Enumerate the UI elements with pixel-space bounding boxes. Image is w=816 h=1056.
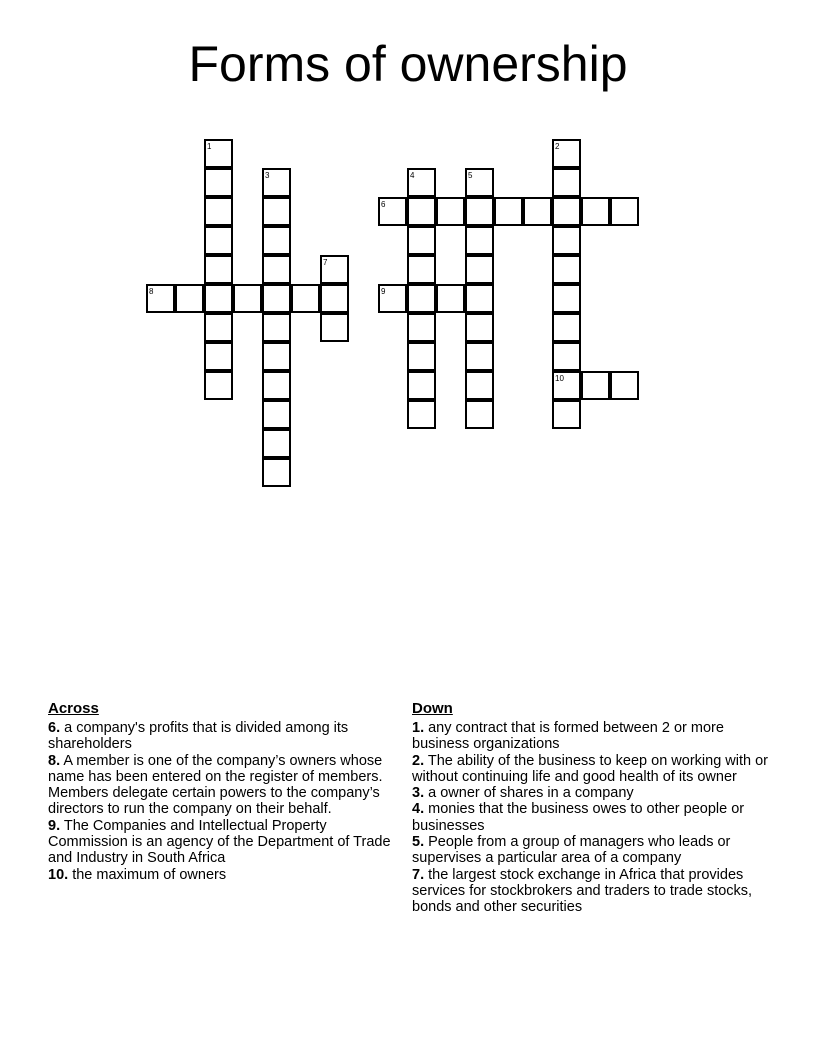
clue-number: 5. xyxy=(412,834,425,851)
grid-cell[interactable] xyxy=(407,168,436,197)
clue-number: 6 xyxy=(381,200,386,209)
grid-cell[interactable] xyxy=(262,168,291,197)
across-heading: Across xyxy=(48,700,99,717)
clue-text: a owner of shares in a company xyxy=(424,785,634,802)
grid-cell[interactable] xyxy=(407,284,436,313)
grid-cell[interactable] xyxy=(552,168,581,197)
grid-cell[interactable] xyxy=(262,458,291,487)
grid-cell[interactable] xyxy=(407,371,436,400)
grid-cell[interactable] xyxy=(552,313,581,342)
grid-cell[interactable] xyxy=(204,313,233,342)
clue-text: the largest stock exchange in Africa that provides services for stockbrokers and traders to trade stocks, bonds and other securities xyxy=(412,866,753,916)
grid-cell[interactable] xyxy=(552,226,581,255)
across-clues xyxy=(48,700,403,883)
down-clue xyxy=(412,720,772,753)
grid-cell[interactable] xyxy=(320,255,349,284)
grid-cell[interactable] xyxy=(262,197,291,226)
grid-cell[interactable] xyxy=(262,284,291,313)
down-clue xyxy=(412,801,772,834)
grid-cell[interactable] xyxy=(262,226,291,255)
page-title: Forms of ownership xyxy=(188,36,628,92)
grid-cell[interactable] xyxy=(175,284,204,313)
down-clue xyxy=(412,753,772,786)
grid-cell[interactable] xyxy=(465,342,494,371)
grid-cell[interactable] xyxy=(436,284,465,313)
grid-cell[interactable] xyxy=(407,313,436,342)
clue-text: The Companies and Intellectual Property Commission is an agency of the Department of Trade and Industry in South Africa xyxy=(48,817,391,867)
clue-number: 1 xyxy=(207,142,212,151)
grid-cell[interactable] xyxy=(610,371,639,400)
grid-cell[interactable] xyxy=(204,255,233,284)
grid-cell[interactable] xyxy=(204,139,233,168)
clue-number: 3. xyxy=(412,785,425,802)
grid-cell[interactable] xyxy=(262,429,291,458)
grid-cell[interactable] xyxy=(233,284,262,313)
grid-cell[interactable] xyxy=(552,400,581,429)
grid-cell[interactable] xyxy=(552,139,581,168)
grid-cell[interactable] xyxy=(204,226,233,255)
down-clue xyxy=(412,834,772,867)
across-clue xyxy=(48,753,403,818)
grid-cell[interactable] xyxy=(320,313,349,342)
clue-number: 9. xyxy=(48,817,61,834)
clue-number: 1. xyxy=(412,720,425,736)
grid-cell[interactable] xyxy=(262,342,291,371)
grid-cell[interactable] xyxy=(407,255,436,284)
clue-number: 9 xyxy=(381,287,386,296)
clue-text: any contract that is formed between 2 or more business organizations xyxy=(412,720,724,753)
grid-cell[interactable] xyxy=(523,197,552,226)
grid-cell[interactable] xyxy=(581,197,610,226)
clue-number: 2 xyxy=(555,142,560,151)
grid-cell[interactable] xyxy=(552,371,581,400)
clue-number: 6. xyxy=(48,720,61,736)
grid-cell[interactable] xyxy=(378,284,407,313)
grid-cell[interactable] xyxy=(552,197,581,226)
clue-number: 5 xyxy=(468,171,473,180)
grid-cell[interactable] xyxy=(262,400,291,429)
grid-cell[interactable] xyxy=(291,284,320,313)
clue-text: monies that the business owes to other people or businesses xyxy=(412,801,745,834)
grid-cell[interactable] xyxy=(610,197,639,226)
across-clue-list xyxy=(48,720,403,883)
clue-number: 7. xyxy=(412,866,425,883)
grid-cell[interactable] xyxy=(262,255,291,284)
grid-cell[interactable] xyxy=(204,168,233,197)
clue-number: 8. xyxy=(48,752,61,769)
clue-number: 10 xyxy=(555,374,564,383)
grid-cell[interactable] xyxy=(465,168,494,197)
clue-number: 3 xyxy=(265,171,270,180)
clue-text: The ability of the business to keep on working with or without continuing life and good health of its owner xyxy=(412,752,768,785)
clue-text: A member is one of the company’s owners whose name has been entered on the register of members. Members delegate certain powers to the company’s directors to run the company on their behalf. xyxy=(48,752,383,818)
grid-cell[interactable] xyxy=(204,371,233,400)
grid-cell[interactable] xyxy=(407,400,436,429)
grid-cell[interactable] xyxy=(262,371,291,400)
across-clue xyxy=(48,720,403,753)
down-heading: Down xyxy=(412,700,453,717)
grid-cell[interactable] xyxy=(465,313,494,342)
grid-cell[interactable] xyxy=(378,197,407,226)
down-clue-list xyxy=(412,720,772,916)
grid-cell[interactable] xyxy=(407,226,436,255)
clue-number: 10. xyxy=(48,866,69,883)
grid-cell[interactable] xyxy=(465,197,494,226)
grid-cell[interactable] xyxy=(204,197,233,226)
clue-number: 7 xyxy=(323,258,328,267)
grid-cell[interactable] xyxy=(465,284,494,313)
down-clue xyxy=(412,785,772,801)
grid-cell[interactable] xyxy=(581,371,610,400)
clue-number: 2. xyxy=(412,752,425,769)
clue-number: 4. xyxy=(412,801,425,818)
grid-cell[interactable] xyxy=(204,342,233,371)
across-clue xyxy=(48,818,403,867)
clue-number: 4 xyxy=(410,171,415,180)
grid-cell[interactable] xyxy=(465,371,494,400)
grid-cell[interactable] xyxy=(204,284,233,313)
grid-cell[interactable] xyxy=(552,255,581,284)
grid-cell[interactable] xyxy=(436,197,465,226)
down-clues xyxy=(412,700,772,916)
clue-text: the maximum of owners xyxy=(68,866,227,883)
grid-cell[interactable] xyxy=(552,342,581,371)
grid-cell[interactable] xyxy=(465,226,494,255)
clue-text: a company's profits that is divided among its shareholders xyxy=(48,720,349,753)
grid-cell[interactable] xyxy=(407,342,436,371)
grid-cell[interactable] xyxy=(262,313,291,342)
grid-cell[interactable] xyxy=(320,284,349,313)
grid-cell[interactable] xyxy=(407,197,436,226)
clue-text: People from a group of managers who leads or supervises a particular area of a company xyxy=(412,834,731,867)
grid-cell[interactable] xyxy=(465,400,494,429)
clue-number: 8 xyxy=(149,287,154,296)
down-clue xyxy=(412,867,772,916)
across-clue xyxy=(48,867,403,883)
grid-cell[interactable] xyxy=(494,197,523,226)
grid-cell[interactable] xyxy=(146,284,175,313)
grid-cell[interactable] xyxy=(465,255,494,284)
grid-cell[interactable] xyxy=(552,284,581,313)
